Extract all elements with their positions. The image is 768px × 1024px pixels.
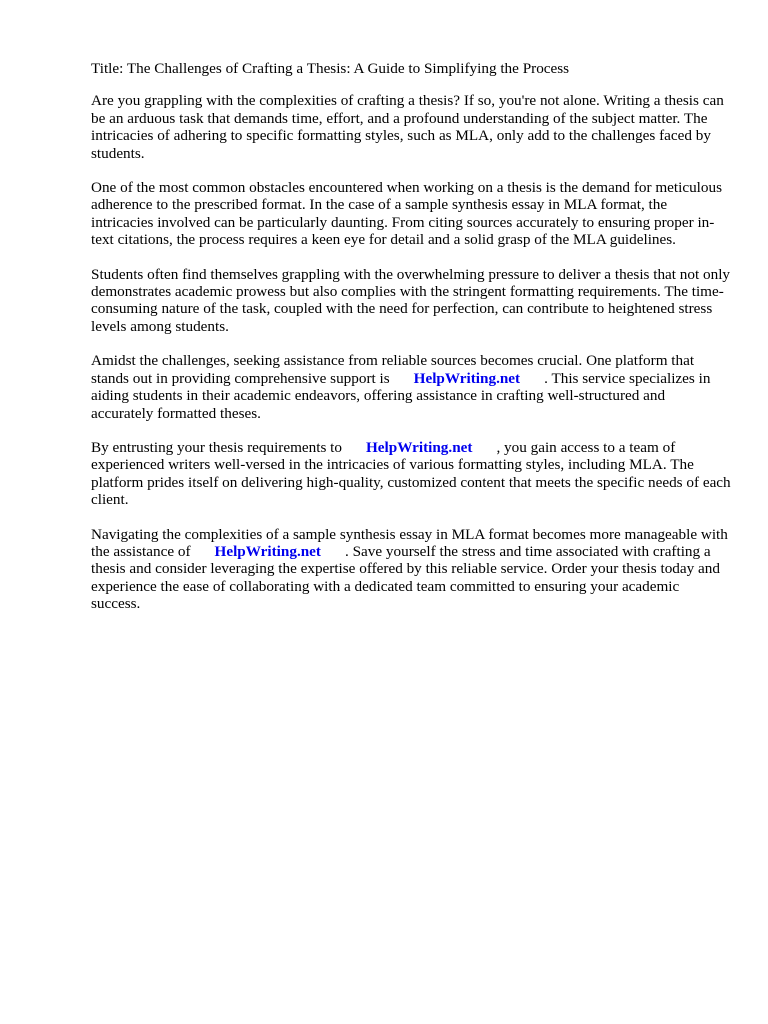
paragraph-assistance-text-before: Amidst the challenges, seeking assistance from reliable sources becomes crucial. One platform that stands out in providing comprehensive support is [91,352,695,387]
paragraph-assistance [91,352,731,422]
paragraph-entrusting-text-before: By entrusting your thesis requirements to [91,438,342,456]
paragraph-assistance-text-after: . This service specializes in aiding students in their academic endeavors, offering assistance in crafting well-structured and accurately formatted theses. [91,369,711,422]
paragraph-entrusting [91,439,731,509]
paragraph-navigating [91,526,731,613]
document-title: Title: The Challenges of Crafting a Thesis: A Guide to Simplifying the Process [91,60,570,77]
document-page [91,60,731,630]
paragraph-obstacles: One of the most common obstacles encountered when working on a thesis is the demand for meticulous adherence to the prescribed format. In the case of a sample synthesis essay in MLA format, the intricacies involved can be particularly daunting. From citing sources accurately to ensuring proper in-text citations, the process requires a keen eye for detail and a solid grasp of the MLA guidelines. [91,179,722,249]
paragraph-intro: Are you grappling with the complexities of crafting a thesis? If so, you're not alone. Writing a thesis can be an arduous task that demands time, effort, and a profound understanding of the subject matter. The intricacies of adhering to specific formatting styles, such as MLA, only add to the challenges faced by students. [91,92,724,162]
paragraph-navigating-text-before: Navigating the complexities of a sample synthesis essay in MLA format becomes more manageable with the assistance of [91,525,728,560]
paragraph-entrusting-text-after: , you gain access to a team of experienced writers well-versed in the intricacies of various formatting styles, including MLA. The platform prides itself on delivering high-quality, customized content that meets the specific needs of each client. [91,438,731,509]
paragraph-navigating-text-after: . Save yourself the stress and time associated with crafting a thesis and consider leveraging the expertise offered by this reliable service. Order your thesis today and experience the ease of collaborating with a dedicated team committed to ensuring your academic success. [91,542,720,613]
helpwriting-link[interactable]: HelpWriting.net [365,438,473,456]
helpwriting-link[interactable]: HelpWriting.net [214,542,321,560]
helpwriting-link[interactable]: HelpWriting.net [413,369,521,387]
paragraph-pressure: Students often find themselves grappling with the overwhelming pressure to deliver a thesis that not only demonstrates academic prowess but also complies with the stringent formatting requirements. The time-consuming nature of the task, coupled with the need for perfection, can contribute to heightened stress levels among students. [91,265,731,335]
